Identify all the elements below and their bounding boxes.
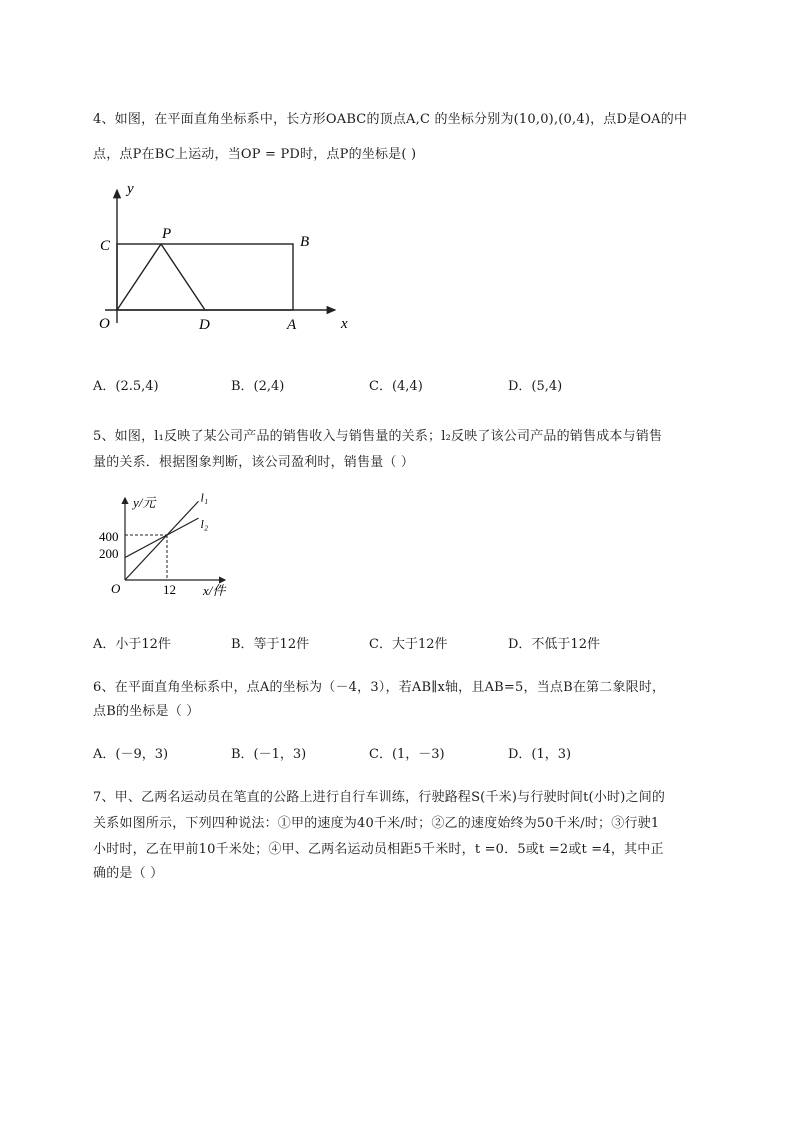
q6-text-line2: 点B的坐标是（ ） xyxy=(93,704,200,719)
q6-option-c[interactable]: C．(1，－3) xyxy=(369,747,445,762)
q6-option-d[interactable]: D．(1，3) xyxy=(508,747,572,762)
q5-option-a[interactable]: A．小于12件 xyxy=(93,637,171,652)
q4-label-O: O xyxy=(99,316,110,332)
q4-figure xyxy=(95,178,365,338)
q5-option-b[interactable]: B．等于12件 xyxy=(231,637,310,652)
q4-option-c[interactable]: C．(4,4) xyxy=(369,379,423,394)
q4-rectangle-OABC xyxy=(117,244,293,310)
q5-xlabel: x/件 xyxy=(203,583,226,598)
q7-text-line1: 7、甲、乙两名运动员在笔直的公路上进行自行车训练，行驶路程S(千米)与行驶时间t(小时)之间的 xyxy=(93,790,666,805)
q5-series-label-1: l₁ xyxy=(200,490,209,505)
q5-y-tick-400: 400 xyxy=(99,529,119,544)
q5-origin-label: O xyxy=(111,581,121,596)
q4-segment-OP xyxy=(117,244,161,310)
q5-chart xyxy=(95,490,265,605)
q5-text-line1: 5、如图，l₁反映了某公司产品的销售收入与销售量的关系；l₂反映了该公司产品的销售成本与销售 xyxy=(93,429,663,444)
q4-option-b[interactable]: B．(2,4) xyxy=(231,379,285,394)
q5-series-line-1 xyxy=(125,501,199,580)
q7-text-line3: 小时时，乙在甲前10千米处；④甲、乙两名运动员相距5千米时，t =0．5或t =2或t =4，其中正 xyxy=(93,842,664,857)
q6-option-a[interactable]: A．(－9，3) xyxy=(93,747,169,762)
q5-series-label-2: l₂ xyxy=(200,517,209,532)
q4-text-line2: 点，点P在BC上运动，当OP = PD时，点P的坐标是( ) xyxy=(93,147,417,162)
q5-x-tick-12: 12 xyxy=(163,582,176,597)
q7-text-line2: 关系如图所示，下列四种说法：①甲的速度为40千米/时；②乙的速度始终为50千米/时；③行驶1 xyxy=(93,816,660,831)
q5-option-d[interactable]: D．不低于12件 xyxy=(508,637,600,652)
q4-label-C: C xyxy=(100,238,111,254)
q4-label-B: B xyxy=(300,234,310,250)
q4-label-P: P xyxy=(162,226,172,242)
q5-series-line-2 xyxy=(125,518,199,557)
q4-label-A: A xyxy=(287,317,297,333)
q4-label-x: x xyxy=(341,316,348,332)
q6-text-line1: 6、在平面直角坐标系中，点A的坐标为（－4，3），若AB∥x轴，且AB=5，当点B在第二象限时， xyxy=(93,680,666,695)
q4-segment-PD xyxy=(161,244,205,310)
q4-label-y: y xyxy=(127,181,134,197)
q4-option-d[interactable]: D．(5,4) xyxy=(508,379,563,394)
q4-text-line1: 4、如图，在平面直角坐标系中，长方形OABC的顶点A,C 的坐标分别为(10,0),(0,4)，点D是OA的中 xyxy=(93,112,688,127)
q5-y-tick-200: 200 xyxy=(99,546,119,561)
q7-text-line4: 确的是（ ） xyxy=(93,866,164,881)
q4-label-D: D xyxy=(199,317,210,333)
q5-option-c[interactable]: C．大于12件 xyxy=(369,637,448,652)
q5-ylabel: y/元 xyxy=(133,495,156,510)
q4-option-a[interactable]: A．(2.5,4) xyxy=(93,379,159,394)
q6-option-b[interactable]: B．(－1，3) xyxy=(231,747,307,762)
q5-text-line2: 量的关系．根据图象判断，该公司盈利时，销售量（ ） xyxy=(93,455,415,470)
